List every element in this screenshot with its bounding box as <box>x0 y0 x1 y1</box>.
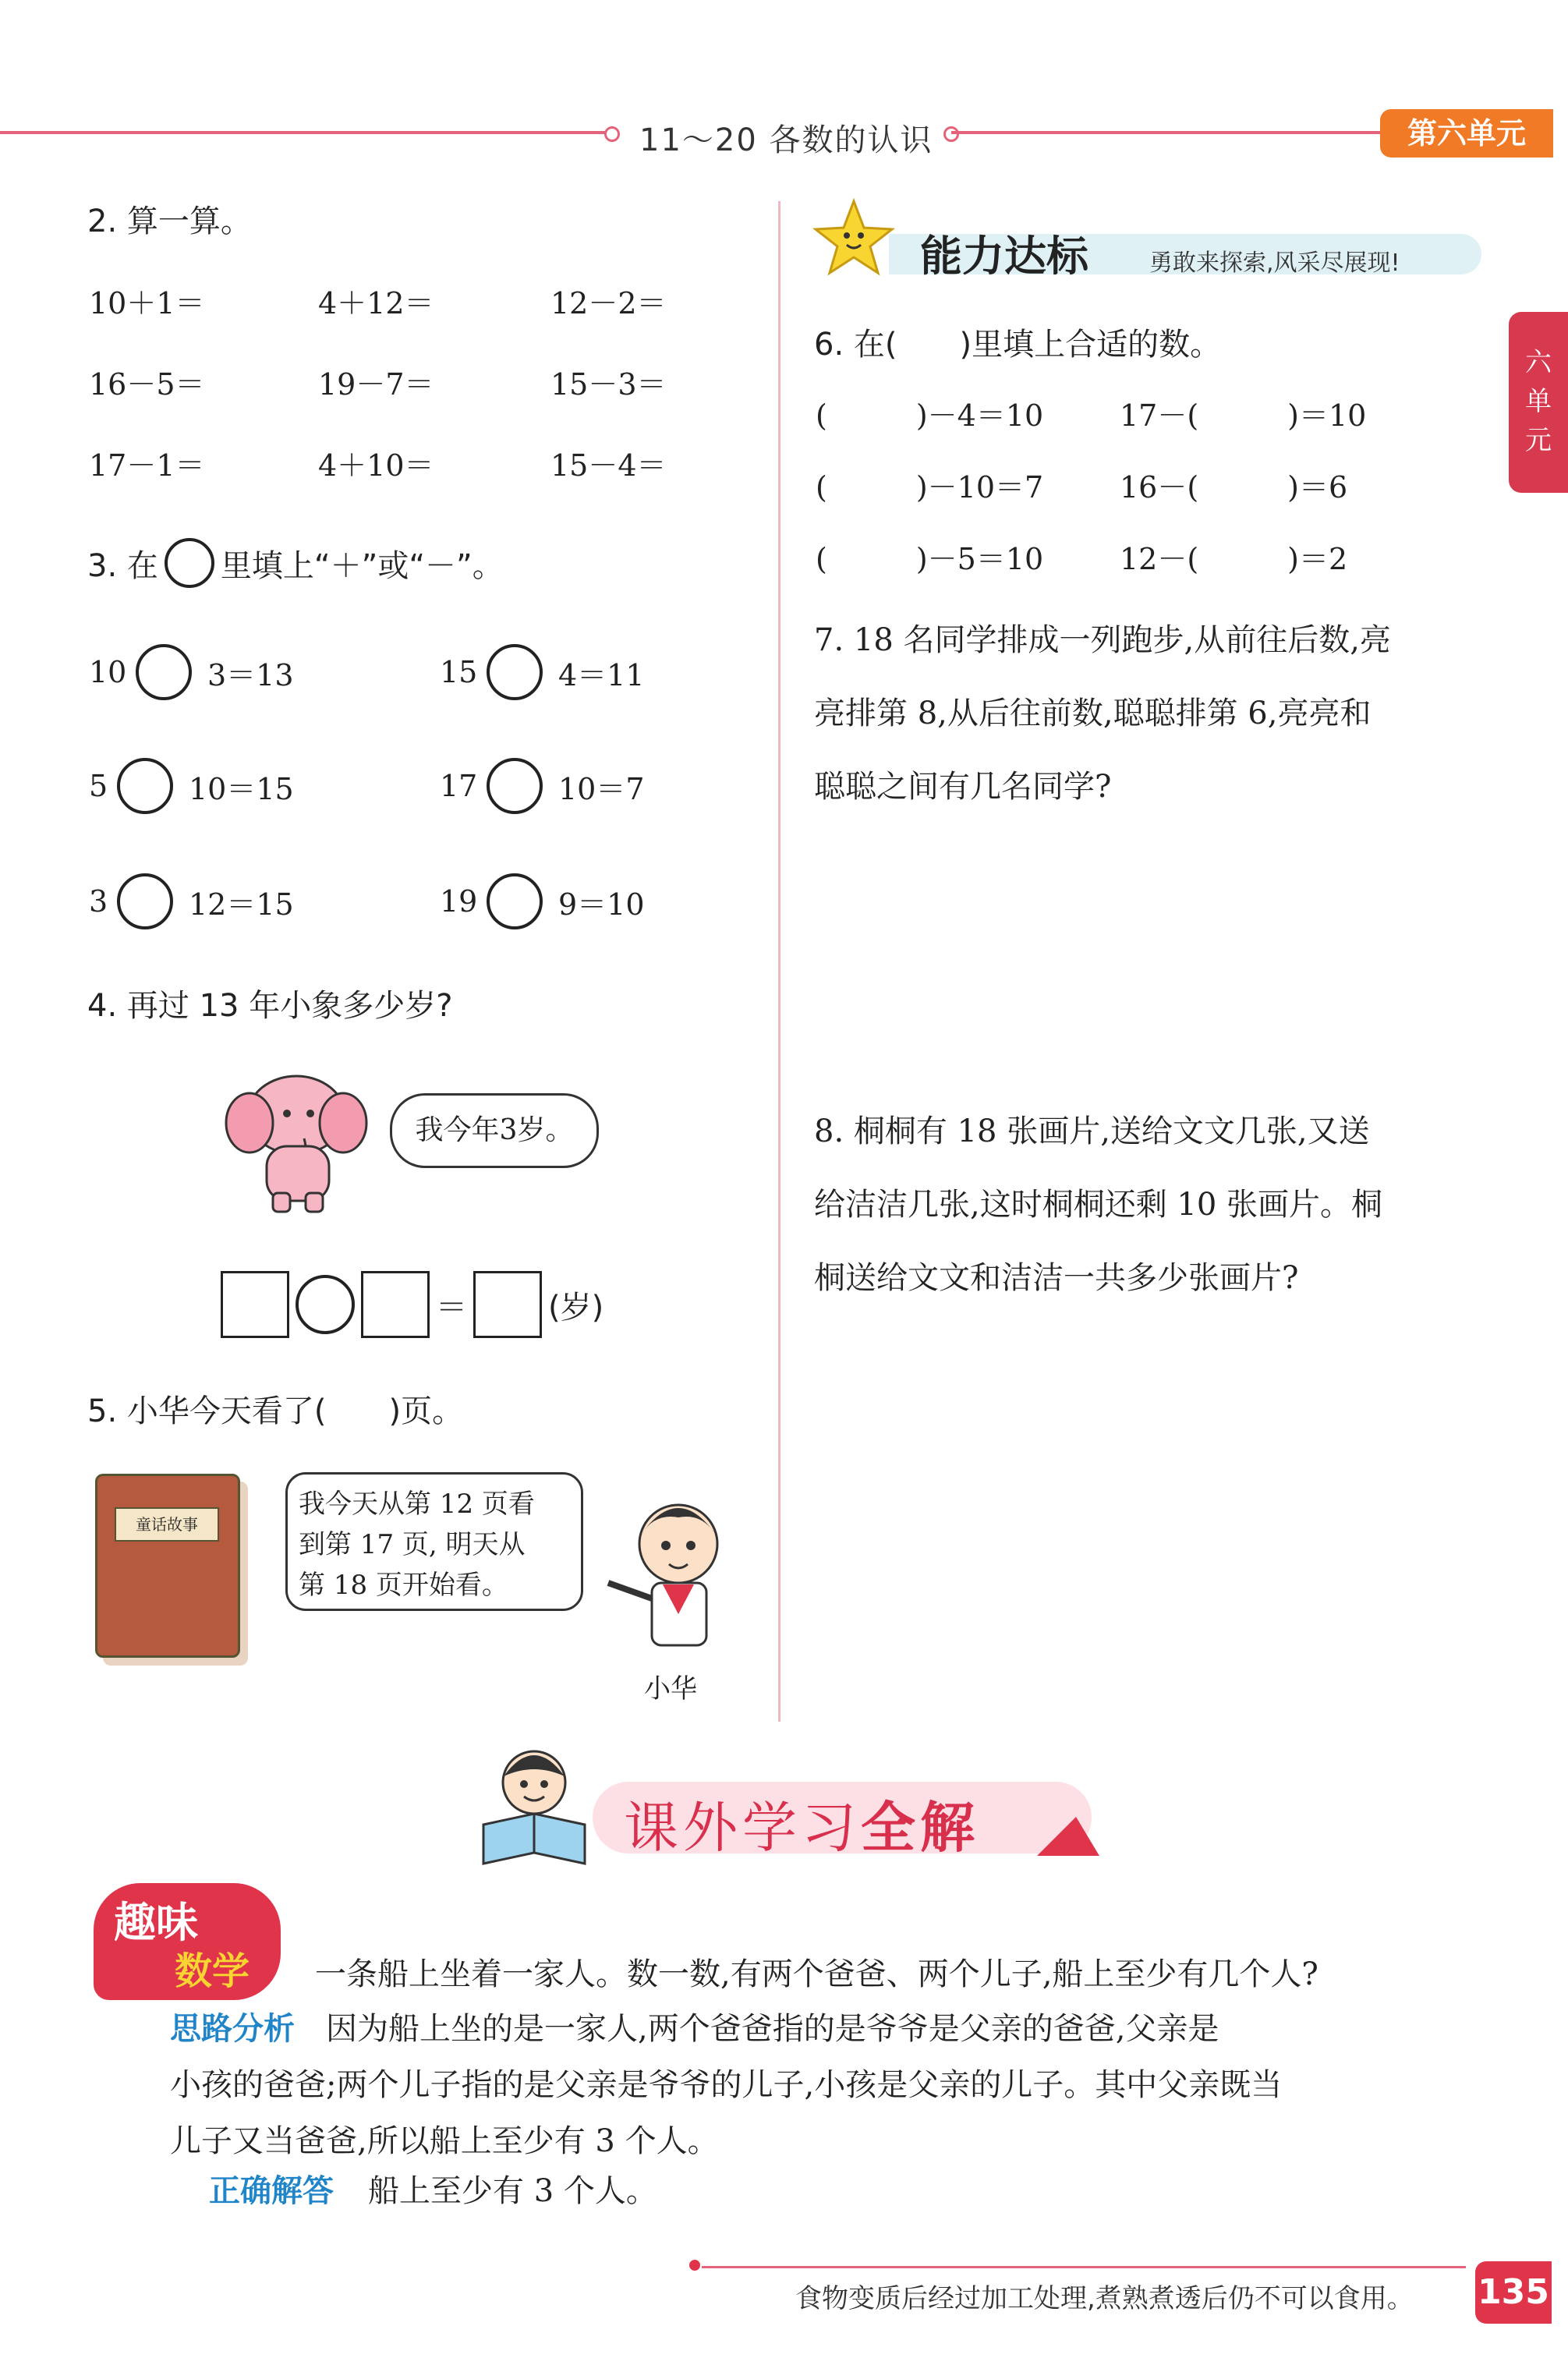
q3-item: 19 9＝10 <box>440 873 645 929</box>
q3-item: 10 3＝13 <box>89 644 294 700</box>
q2-item: 4＋12＝ <box>318 286 434 320</box>
column-divider <box>778 201 780 1722</box>
xiaohua-speech-bubble: 我今天从第 12 页看 到第 17 页, 明天从 第 18 页开始看。 <box>285 1472 583 1611</box>
answer-box[interactable] <box>361 1271 430 1338</box>
header-dot-right <box>943 126 959 142</box>
fun-math-question: 一条船上坐着一家人。数一数,有两个爸爸、两个儿子,船上至少有几个人? <box>315 1956 1318 1992</box>
answer-circle[interactable] <box>117 758 173 814</box>
q2-item: 19－7＝ <box>318 367 434 402</box>
q3-title-start: 3. 在 <box>87 547 158 584</box>
chapter-title: 11～20 各数的认识 <box>639 122 933 158</box>
q3-title <box>87 538 504 588</box>
answer-circle[interactable] <box>136 644 192 700</box>
q2-item: 17－1＝ <box>89 448 205 483</box>
footer-dot <box>689 2260 700 2271</box>
q3-item: 15 4＝11 <box>440 644 645 700</box>
footer-tip: 食物变质后经过加工处理,煮熟煮透后仍不可以食用。 <box>795 2283 1414 2314</box>
xiaohua-name: 小华 <box>644 1673 697 1705</box>
q8-text: 8. 桐桐有 18 张画片,送给文文几张,又送 给洁洁几张,这时桐桐还剩 10 张画片。桐 桐送给文文和洁洁一共多少张画片? <box>814 1113 1383 1296</box>
unit-tab: 第六单元 <box>1380 109 1553 158</box>
banner-flag-icon <box>1037 1817 1099 1856</box>
section-slogan: 勇敢来探索,风采尽展现! <box>1149 250 1400 277</box>
q2-item: 15－4＝ <box>550 448 667 483</box>
page-number: 135 <box>1475 2261 1552 2324</box>
q6-item[interactable]: 16－( )＝6 <box>1120 470 1348 505</box>
storybook-illustration <box>95 1474 240 1658</box>
book-label: 童话故事 <box>115 1507 219 1542</box>
elephant-illustration <box>218 1068 374 1216</box>
elephant-speech-bubble: 我今年3岁。 <box>390 1093 599 1168</box>
q6-item[interactable]: ( )－5＝10 <box>816 542 1044 576</box>
header-rule-left <box>0 131 608 134</box>
analysis-continued: 小孩的爸爸;两个儿子指的是父亲是爷爷的儿子,小孩是父亲的儿子。其中父亲既当 儿子又当爸爸,所以船上至少有 3 个人。 <box>170 2067 1283 2159</box>
answer-circle[interactable] <box>487 758 543 814</box>
answer-circle[interactable] <box>487 873 543 929</box>
answer-text: 船上至少有 3 个人。 <box>368 2173 657 2209</box>
q4-title: 4. 再过 13 年小象多少岁? <box>87 988 453 1024</box>
reading-boy-icon <box>468 1739 600 1871</box>
answer-label: 正确解答 <box>209 2173 334 2209</box>
operator-circle[interactable] <box>296 1275 355 1334</box>
answer-circle-icon <box>165 538 214 588</box>
q2-item: 15－3＝ <box>550 367 667 402</box>
q2-title: 2. 算一算。 <box>87 204 252 239</box>
extra-learning-title: 课外学习全解 <box>624 1796 979 1860</box>
q2-item: 16－5＝ <box>89 367 205 402</box>
q7-text: 7. 18 名同学排成一列跑步,从前往后数,亮 亮排第 8,从后往前数,聪聪排第 6,亮亮和 聪聪之间有几名同学? <box>814 622 1391 805</box>
q6-item[interactable]: ( )－4＝10 <box>816 398 1044 433</box>
xiaohua-boy-illustration <box>593 1489 741 1669</box>
q5-title: 5. 小华今天看了( )页。 <box>87 1393 464 1429</box>
side-unit-tab <box>1509 312 1568 493</box>
answer-row <box>209 2166 657 2211</box>
analysis-block: 思路分析 因为船上坐的是一家人,两个爸爸指的是爷爷是父亲的爸爸,父亲是 <box>170 2011 1219 2047</box>
unit-label: (岁) <box>548 1289 604 1326</box>
side-tab-char: 六 <box>1525 347 1552 378</box>
header-rule-right <box>951 131 1388 134</box>
star-mascot-icon <box>811 195 897 281</box>
header-dot-left <box>604 126 620 142</box>
footer-rule <box>702 2266 1466 2268</box>
answer-circle[interactable] <box>487 644 543 700</box>
q4-answer-row: ＝ (岁) <box>221 1271 603 1338</box>
answer-circle[interactable] <box>117 873 173 929</box>
section-title: 能力达标 <box>920 232 1088 281</box>
analysis-label: 思路分析 <box>170 2011 295 2047</box>
q6-title: 6. 在( )里填上合适的数。 <box>814 327 1222 363</box>
answer-box[interactable] <box>221 1271 289 1338</box>
q3-item: 3 12＝15 <box>89 873 294 929</box>
q2-item: 4＋10＝ <box>318 448 434 483</box>
q3-title-end: 里填上“＋”或“－”。 <box>220 547 504 584</box>
q2-item: 10＋1＝ <box>89 286 205 320</box>
q6-item[interactable]: 12－( )＝2 <box>1120 542 1348 576</box>
fun-math-badge: 趣味 数学 <box>94 1883 281 2000</box>
answer-box[interactable] <box>473 1271 542 1338</box>
side-tab-char: 元 <box>1525 425 1552 456</box>
q6-item[interactable]: 17－( )＝10 <box>1120 398 1367 433</box>
side-tab-char: 单 <box>1525 386 1552 417</box>
q6-item[interactable]: ( )－10＝7 <box>816 470 1044 505</box>
q2-item: 12－2＝ <box>550 286 667 320</box>
q3-item: 17 10＝7 <box>440 758 645 814</box>
q3-item: 5 10＝15 <box>89 758 294 814</box>
